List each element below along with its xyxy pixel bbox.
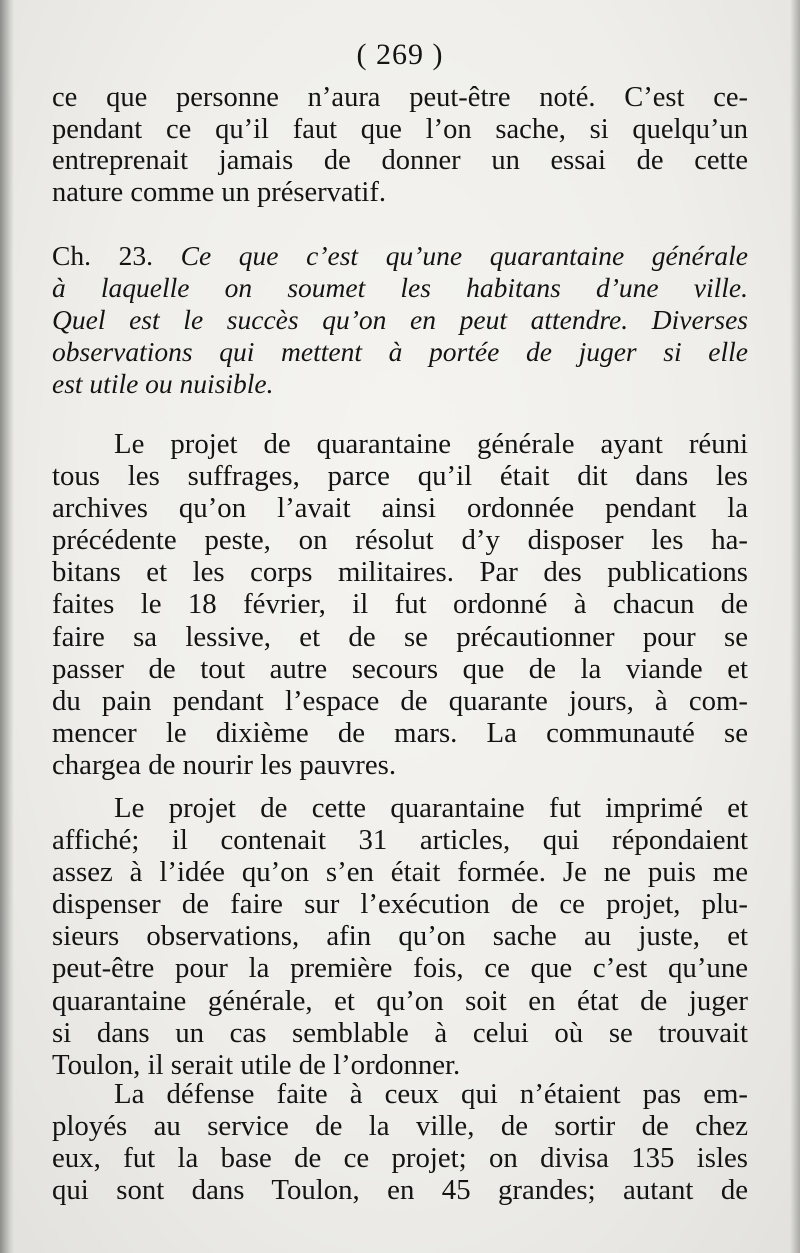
heading-line (52, 240, 748, 272)
text-line: qui sont dans Toulon, en 45 grandes; autant de (52, 1174, 748, 1207)
page-edge-shadow-left (0, 0, 14, 1253)
text-line: archives qu’on l’avait ainsi ordonnée pendant la (52, 492, 748, 525)
text-line: La défense faite à ceux qui n’étaient pas em- (114, 1078, 748, 1110)
text-line: ce que personne n’aura peut-être noté. C’est ce- (52, 82, 748, 113)
paragraph (52, 792, 748, 1081)
text-line: ployés au service de la ville, de sortir de chez (52, 1110, 748, 1143)
text-line: Toulon, il serait utile de l’ordonner. (52, 1048, 461, 1081)
text-line: Le projet de quarantaine générale ayant réuni (114, 428, 748, 460)
chapter-label: Ch. 23. (52, 240, 153, 271)
text-line: peut-être pour la première fois, ce que c’est qu’une (52, 952, 748, 985)
text-line: dispenser de faire sur l’exécution de ce projet, plu- (52, 888, 748, 921)
text-line: faites le 18 février, il fut ordonné à chacun de (52, 588, 748, 621)
text-line: quarantaine générale, et qu’on soit en état de juger (52, 984, 748, 1017)
text-line: passer de tout autre secours que de la viande et (52, 652, 748, 685)
text-line: nature comme un préservatif. (52, 176, 386, 208)
text-line: bitans et les corps militaires. Par des publications (52, 556, 748, 589)
heading-line: observations qui mettent à portée de juger si elle (52, 336, 748, 367)
paragraph (52, 1078, 748, 1206)
chapter-heading (52, 240, 748, 400)
paragraph-continued (52, 82, 748, 208)
text-line: affiché; il contenait 31 articles, qui répondaient (52, 824, 748, 857)
heading-text: Ce que c’est qu’une quarantaine générale (180, 240, 748, 271)
page-number: ( 269 ) (356, 38, 444, 71)
text-line: chargea de nourir les pauvres. (52, 748, 397, 781)
heading-line: Quel est le succès qu’on en peut attendre. Diverses (52, 304, 748, 335)
text-line: assez à l’idée qu’on s’en était formée. Je ne puis me (52, 856, 748, 889)
text-line: Le projet de cette quarantaine fut imprimé et (114, 792, 748, 824)
text-line: pendant ce qu’il faut que l’on sache, si quelqu’un (52, 113, 748, 145)
text-line: tous les suffrages, parce qu’il était dit dans les (52, 460, 748, 493)
heading-line: est utile ou nuisible. (52, 368, 274, 399)
text-line: entreprenait jamais de donner un essai de cette (52, 145, 748, 177)
text-line: faire sa lessive, et de se précautionner pour se (52, 620, 748, 653)
page-edge-shadow-right (790, 0, 800, 1253)
text-line: eux, fut la base de ce projet; on divisa 135 isles (52, 1142, 748, 1175)
text-line: sieurs observations, afin qu’on sache au juste, et (52, 920, 748, 953)
text-line: du pain pendant l’espace de quarante jours, à com- (52, 684, 748, 717)
text-line: précédente peste, on résolut d’y disposer les ha- (52, 524, 748, 557)
heading-line: à laquelle on soumet les habitans d’une ville. (52, 272, 748, 303)
text-line: si dans un cas semblable à celui où se trouvait (52, 1016, 748, 1049)
text-line: mencer le dixième de mars. La communauté se (52, 716, 748, 749)
paragraph (52, 428, 748, 781)
